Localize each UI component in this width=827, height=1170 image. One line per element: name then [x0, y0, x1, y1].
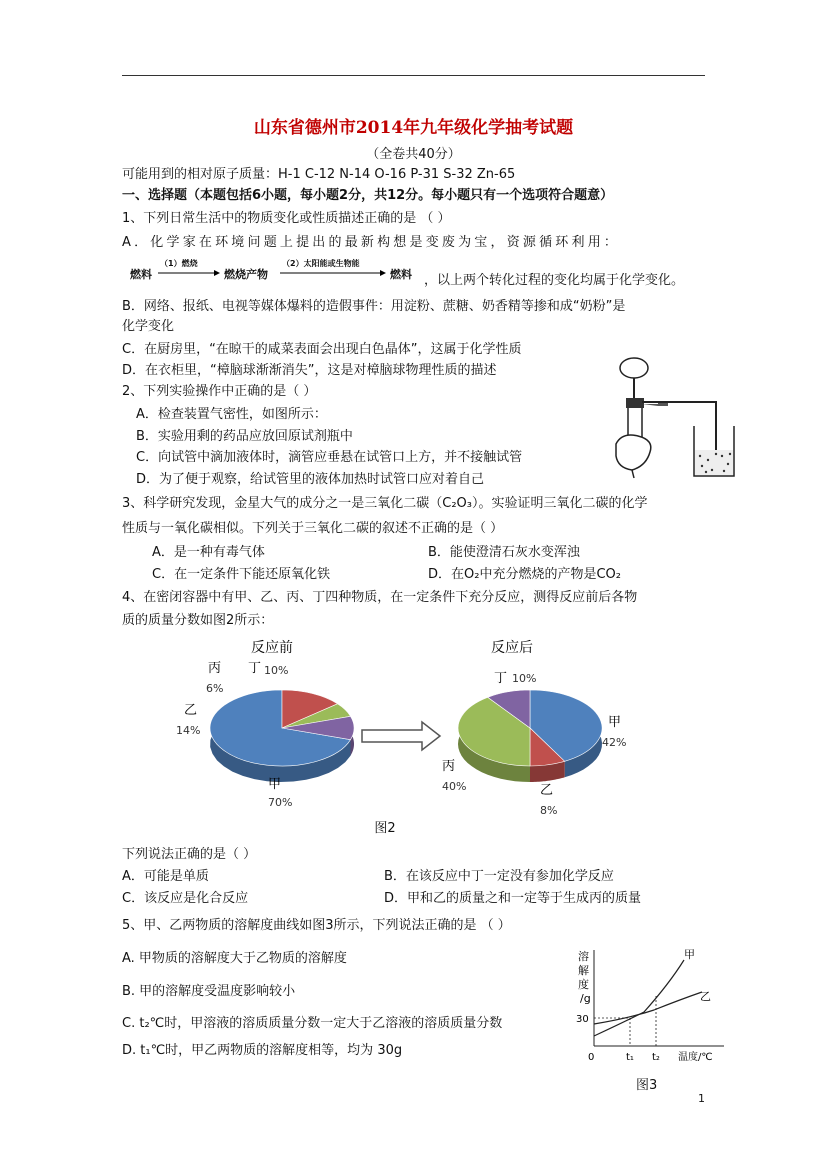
- q2-option-b: B．实验用剩的药品应放回原试剂瓶中: [136, 429, 353, 444]
- y-axis-label: 溶: [578, 950, 589, 963]
- svg-text:解: 解: [578, 964, 589, 977]
- q1-option-b-cont: 化学变化: [122, 319, 175, 334]
- slice-label-after-丁: 丁: [494, 671, 508, 686]
- section-heading: 一、选择题（本题包括6小题，每小题2分，共12分。每小题只有一个选项符合题意）: [122, 188, 614, 203]
- series-jia-curve: [594, 960, 684, 1036]
- page-number: 1: [698, 1092, 705, 1105]
- slice-percent-before-乙: 14%: [176, 724, 201, 737]
- q4-option-a: A．可能是单质: [122, 869, 209, 884]
- pie-before: [210, 690, 354, 782]
- q5-stem: 5、甲、乙两物质的溶解度曲线如图3所示，下列说法正确的是 （ ）: [122, 918, 511, 933]
- q4-prompt: 下列说法正确的是（ ）: [122, 847, 257, 862]
- figure-2-pie-charts: [160, 630, 660, 830]
- q5-option-d: D. t₁℃时，甲乙两物质的溶解度相等，均为 30g: [122, 1043, 403, 1058]
- flow-product: 燃烧产物: [224, 268, 268, 281]
- x-tick-t1: t₁: [626, 1052, 634, 1063]
- q2-option-c: C．向试管中滴加液体时，滴管应垂悬在试管口上方，并不接触试管: [136, 450, 523, 465]
- svg-text:度: 度: [578, 978, 589, 991]
- atomic-masses: 可能用到的相对原子质量：H-1 C-12 N-14 O-16 P-31 S-32 Zn-65: [122, 167, 516, 182]
- q1-option-c: C．在厨房里，“在晾干的咸菜表面会出现白色晶体”，这属于化学性质: [122, 342, 522, 357]
- figure-3-caption: 图3: [636, 1078, 658, 1093]
- q4-option-c: C．该反应是化合反应: [122, 891, 249, 906]
- q2-option-a: A．检查装置气密性，如图所示：: [136, 407, 327, 422]
- q3-option-c: C．在一定条件下能还原氧化铁: [152, 567, 331, 582]
- y-tick-30: 30: [576, 1014, 589, 1025]
- q1-option-b: B．网络、报纸、电视等媒体爆料的造假事件：用淀粉、蔗糖、奶香精等掺和成“奶粉”是: [122, 299, 626, 314]
- q4-stem-line2: 质的质量分数如图2所示：: [122, 613, 274, 628]
- slice-label-after-乙: 乙: [540, 783, 554, 798]
- q3-stem-line2: 性质与一氧化碳相似。下列关于三氧化二碳的叙述不正确的是（ ）: [122, 521, 504, 536]
- header-rule: [122, 75, 705, 76]
- pie-after-title: 反应后: [491, 640, 533, 656]
- slice-percent-before-丙: 6%: [206, 682, 224, 695]
- slice-percent-after-乙: 8%: [540, 804, 558, 817]
- q1-stem: 1、下列日常生活中的物质变化或性质描述正确的是 （ ）: [122, 211, 451, 226]
- slice-label-before-甲: 甲: [268, 777, 282, 792]
- q3-stem-line1: 3、科学研究发现，金星大气的成分之一是三氧化二碳（C₂O₃）。实验证明三氧化二碳的化学: [122, 496, 648, 511]
- q5-option-b: B. 甲的溶解度受温度影响较小: [122, 984, 296, 999]
- slice-label-before-乙: 乙: [184, 703, 198, 718]
- figure-2-caption: 图2: [374, 821, 396, 836]
- x-axis-label: 温度/℃: [678, 1052, 713, 1063]
- x-tick-t2: t₂: [652, 1052, 660, 1063]
- page-title: 山东省德州市2014年九年级化学抽考试题: [253, 118, 574, 138]
- total-score: （全卷共40分）: [366, 147, 461, 162]
- q3-option-b: B．能使澄清石灰水变浑浊: [428, 545, 580, 560]
- q3-option-d: D．在O₂中充分燃烧的产物是CO₂: [428, 567, 621, 582]
- transition-arrow-icon: [362, 722, 440, 750]
- pie-after: [458, 690, 602, 782]
- q3-option-a: A．是一种有毒气体: [152, 545, 265, 560]
- q1-option-d: D．在衣柜里，“樟脑球渐渐消失”，这是对樟脑球物理性质的描述: [122, 363, 497, 378]
- fuel-cycle-flow: [124, 258, 424, 282]
- svg-text:/g: /g: [580, 992, 591, 1005]
- slice-label-after-甲: 甲: [608, 715, 622, 730]
- x-tick-0: 0: [588, 1052, 595, 1063]
- slice-percent-before-甲: 70%: [268, 796, 293, 809]
- slice-label-before-丁: 丁: [248, 661, 262, 676]
- slice-percent-after-丙: 40%: [442, 780, 467, 793]
- flow-fuel-2: 燃料: [390, 268, 412, 281]
- flow-step-1: （1）燃烧: [160, 259, 198, 268]
- slice-label-before-丙: 丙: [208, 661, 222, 676]
- slice-percent-before-丁: 10%: [264, 664, 289, 677]
- slice-label-after-丙: 丙: [442, 759, 456, 774]
- q1-option-a: A．化学家在环境问题上提出的最新构想是变废为宝，资源循环利用：: [122, 235, 621, 250]
- series-yi-label: 乙: [700, 990, 711, 1003]
- q2-option-d: D．为了便于观察，给试管里的液体加热时试管口应对着自己: [136, 472, 485, 487]
- q5-option-c: C. t₂℃时，甲溶液的溶质质量分数一定大于乙溶液的溶质质量分数: [122, 1016, 503, 1031]
- slice-percent-after-甲: 42%: [602, 736, 627, 749]
- q4-option-b: B．在该反应中丁一定没有参加化学反应: [384, 869, 614, 884]
- q4-option-d: D．甲和乙的质量之和一定等于生成丙的质量: [384, 891, 642, 906]
- flow-fuel-1: 燃料: [130, 268, 152, 281]
- flow-step-2: （2）太阳能或生物能: [282, 259, 360, 268]
- figure-3-solubility-chart: [574, 944, 734, 1074]
- q4-stem-line1: 4、在密闭容器中有甲、乙、丙、丁四种物质，在一定条件下充分反应，测得反应前后各物: [122, 590, 638, 605]
- airtightness-apparatus-illustration: [598, 352, 736, 482]
- pie-before-title: 反应前: [251, 640, 293, 656]
- q2-stem: 2、下列实验操作中正确的是（ ）: [122, 384, 317, 399]
- flow-arrow-1: [158, 270, 220, 276]
- slice-percent-after-丁: 10%: [512, 672, 537, 685]
- q1-option-a-cont: ，以上两个转化过程的变化均属于化学变化。: [424, 273, 685, 288]
- q5-option-a: A. 甲物质的溶解度大于乙物质的溶解度: [122, 951, 347, 966]
- series-jia-label: 甲: [684, 948, 695, 961]
- flow-arrow-2: [280, 270, 386, 276]
